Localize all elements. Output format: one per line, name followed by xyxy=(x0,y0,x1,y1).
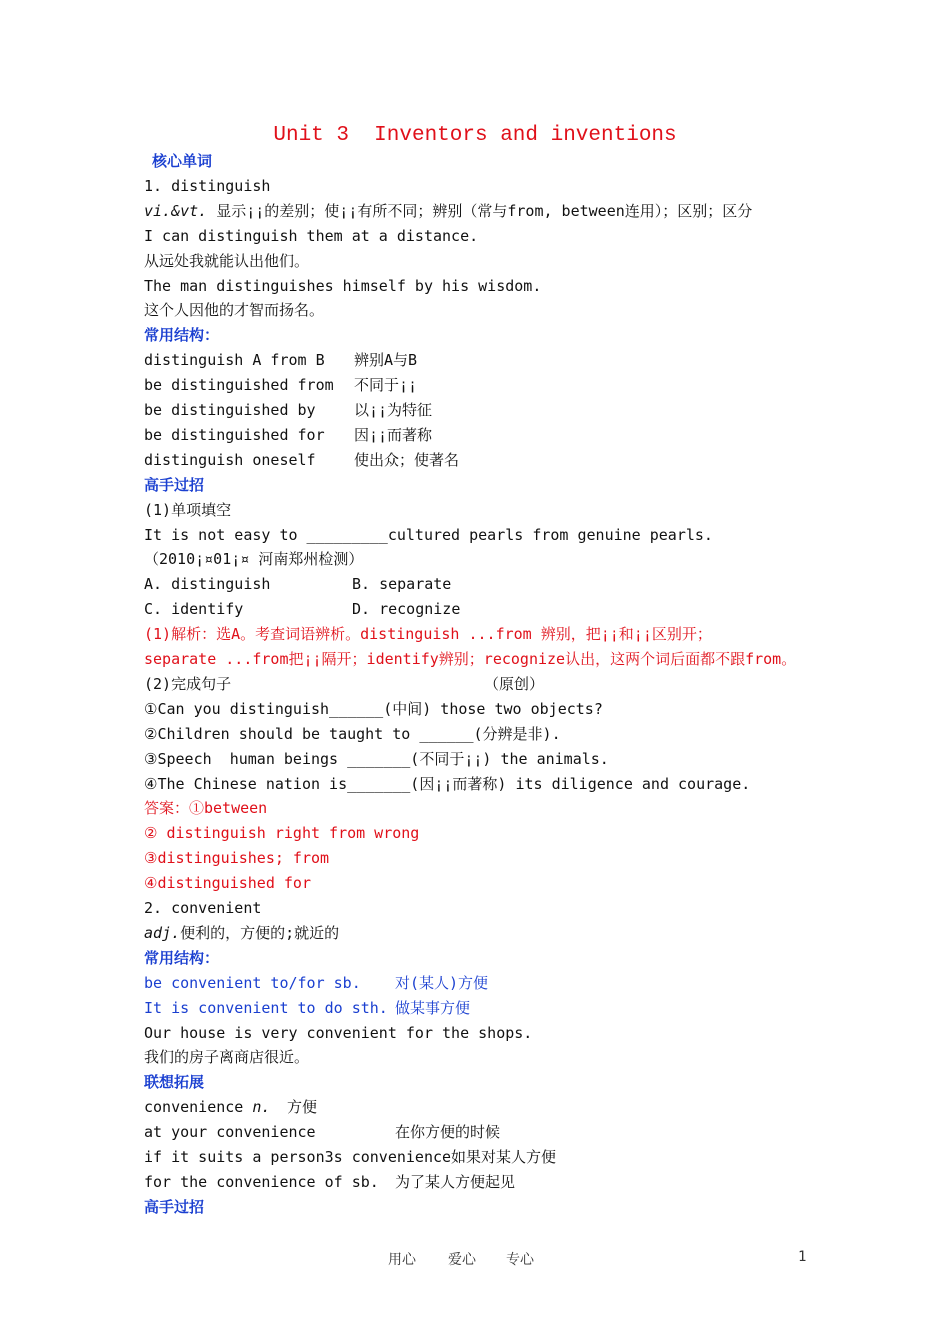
line-text: at your convenience xyxy=(144,1123,316,1142)
text-line xyxy=(144,450,316,470)
part-of-speech: n. xyxy=(243,1098,271,1117)
text-line xyxy=(144,749,609,769)
line-text: be distinguished for xyxy=(144,425,325,444)
text-line xyxy=(144,1097,270,1117)
line-text: convenience xyxy=(144,1098,244,1117)
line-text: 答案：①between xyxy=(144,799,268,818)
line-text: 这个人因他的才智而扬名。 xyxy=(144,301,325,320)
line-translation: （原创） xyxy=(484,674,545,693)
line-text: 显示¡¡的差别；使¡¡有所不同；辨别（常与from, between连用）；区别；区分 xyxy=(207,201,753,220)
text-line xyxy=(144,475,204,495)
text-line xyxy=(144,1047,309,1067)
line-text: 核心单词 xyxy=(152,152,213,170)
line-text: 联想拓展 xyxy=(144,1073,205,1092)
text-line xyxy=(144,798,267,818)
text-line xyxy=(144,649,796,669)
line-translation: 方便 xyxy=(287,1098,318,1117)
line-translation: 为了某人方便起见 xyxy=(395,1172,516,1191)
page-title: Unit 3 Inventors and inventions xyxy=(273,124,677,147)
text-line xyxy=(144,400,316,420)
line-text: ②Children should be taught to ______(分辨是非). xyxy=(144,724,561,743)
line-text: 从远处我就能认出他们。 xyxy=(144,251,310,270)
line-text: 便利的，方便的;就近的 xyxy=(180,923,340,942)
line-text: It is not easy to _________cultured pearls from genuine pearls. xyxy=(144,525,713,544)
line-text: ③distinguishes; from xyxy=(144,849,330,868)
text-line xyxy=(144,525,713,545)
text-line xyxy=(144,549,363,569)
line-text: 常用结构： xyxy=(144,948,220,967)
line-text: ①Can you distinguish______(中间) those two objects? xyxy=(144,699,603,718)
text-line xyxy=(144,276,541,296)
line-text: if it suits a person3s convenience如果对某人方便 xyxy=(144,1148,557,1166)
line-translation: 不同于¡¡ xyxy=(354,376,418,395)
line-text: 常用结构： xyxy=(144,326,220,345)
text-line xyxy=(144,724,561,744)
text-line xyxy=(144,948,219,968)
text-line xyxy=(144,823,419,843)
text-line xyxy=(144,425,325,445)
line-text: ② distinguish right from wrong xyxy=(144,824,420,843)
line-text: distinguish A from B xyxy=(144,351,325,370)
text-line xyxy=(144,574,270,594)
line-text: distinguish oneself xyxy=(144,450,316,469)
line-text: I can distinguish them at a distance. xyxy=(144,226,479,245)
line-text: It is convenient to do sth. xyxy=(144,998,388,1017)
line-text: 2. convenient xyxy=(144,899,262,917)
text-line xyxy=(144,300,324,320)
text-line xyxy=(144,226,478,246)
line-translation: 以¡¡为特征 xyxy=(354,401,433,419)
line-text: 1. distinguish xyxy=(144,176,271,195)
text-line xyxy=(144,599,243,619)
text-line xyxy=(144,848,329,868)
line-text: The man distinguishes himself by his wisdom. xyxy=(144,276,542,295)
text-line xyxy=(144,1122,316,1142)
line-translation: B. separate xyxy=(352,575,452,594)
text-line xyxy=(144,973,361,993)
line-text: for the convenience of sb. xyxy=(144,1172,379,1191)
text-line xyxy=(144,1172,379,1192)
line-text: ③Speech human beings _______(不同于¡¡) the animals. xyxy=(144,749,609,768)
line-translation: 在你方便的时候 xyxy=(395,1123,501,1142)
footer-mid: 爱心 xyxy=(448,1252,476,1268)
text-line xyxy=(144,375,334,395)
text-line xyxy=(144,500,231,520)
text-line xyxy=(144,699,603,719)
text-line xyxy=(144,1023,532,1043)
text-line xyxy=(144,674,231,694)
line-text: 高手过招 xyxy=(144,1197,205,1216)
text-line xyxy=(144,201,752,221)
part-of-speech: vi.&vt. xyxy=(144,201,208,220)
line-text: (1)单项填空 xyxy=(144,500,232,519)
text-line xyxy=(144,325,219,345)
line-text: A. distinguish xyxy=(144,575,271,594)
line-text: （2010¡¤01¡¤ 河南郑州检测） xyxy=(144,550,364,569)
line-text: ④distinguished for xyxy=(144,874,311,893)
page-number: 1 xyxy=(798,1249,807,1265)
text-line xyxy=(144,251,309,271)
line-text: ④The Chinese nation is_______(因¡¡而著称) its diligence and courage. xyxy=(144,774,751,793)
footer-left: 用心 xyxy=(388,1252,416,1268)
line-translation: 做某事方便 xyxy=(395,998,471,1017)
line-text: C. identify xyxy=(144,600,244,619)
line-text: 高手过招 xyxy=(144,475,205,494)
part-of-speech: adj. xyxy=(144,923,181,942)
text-line xyxy=(144,998,388,1018)
text-line xyxy=(144,350,325,370)
footer-right: 专心 xyxy=(506,1252,534,1268)
line-text: separate ...from把¡¡隔开；identify辨别；recognize认出，这两个词后面都不跟from。 xyxy=(144,650,797,668)
line-translation: 辨别A与B xyxy=(354,351,418,370)
text-line xyxy=(144,1072,204,1092)
line-translation: 使出众；使著名 xyxy=(354,450,460,469)
line-translation: 因¡¡而著称 xyxy=(354,425,433,444)
text-line xyxy=(152,151,212,171)
text-line xyxy=(144,873,311,893)
line-translation: D. recognize xyxy=(352,600,461,619)
line-text: be distinguished by xyxy=(144,401,316,419)
line-text: Our house is very convenient for the shops. xyxy=(144,1023,533,1042)
text-line xyxy=(144,774,750,794)
text-line xyxy=(144,1197,204,1217)
text-line xyxy=(144,923,339,943)
text-line xyxy=(144,176,270,196)
line-text: 我们的房子离商店很近。 xyxy=(144,1048,310,1067)
line-text: be convenient to/for sb. xyxy=(144,973,361,992)
line-translation: 对(某人)方便 xyxy=(395,973,489,992)
text-line xyxy=(144,898,261,918)
text-line xyxy=(144,1147,556,1167)
line-text: (2)完成句子 xyxy=(144,674,232,693)
line-text: (1)解析：选A。考查词语辨析。distinguish ...from 辨别，把¡¡和¡¡区别开； xyxy=(144,625,712,644)
line-text: be distinguished from xyxy=(144,376,334,395)
text-line xyxy=(144,624,712,644)
